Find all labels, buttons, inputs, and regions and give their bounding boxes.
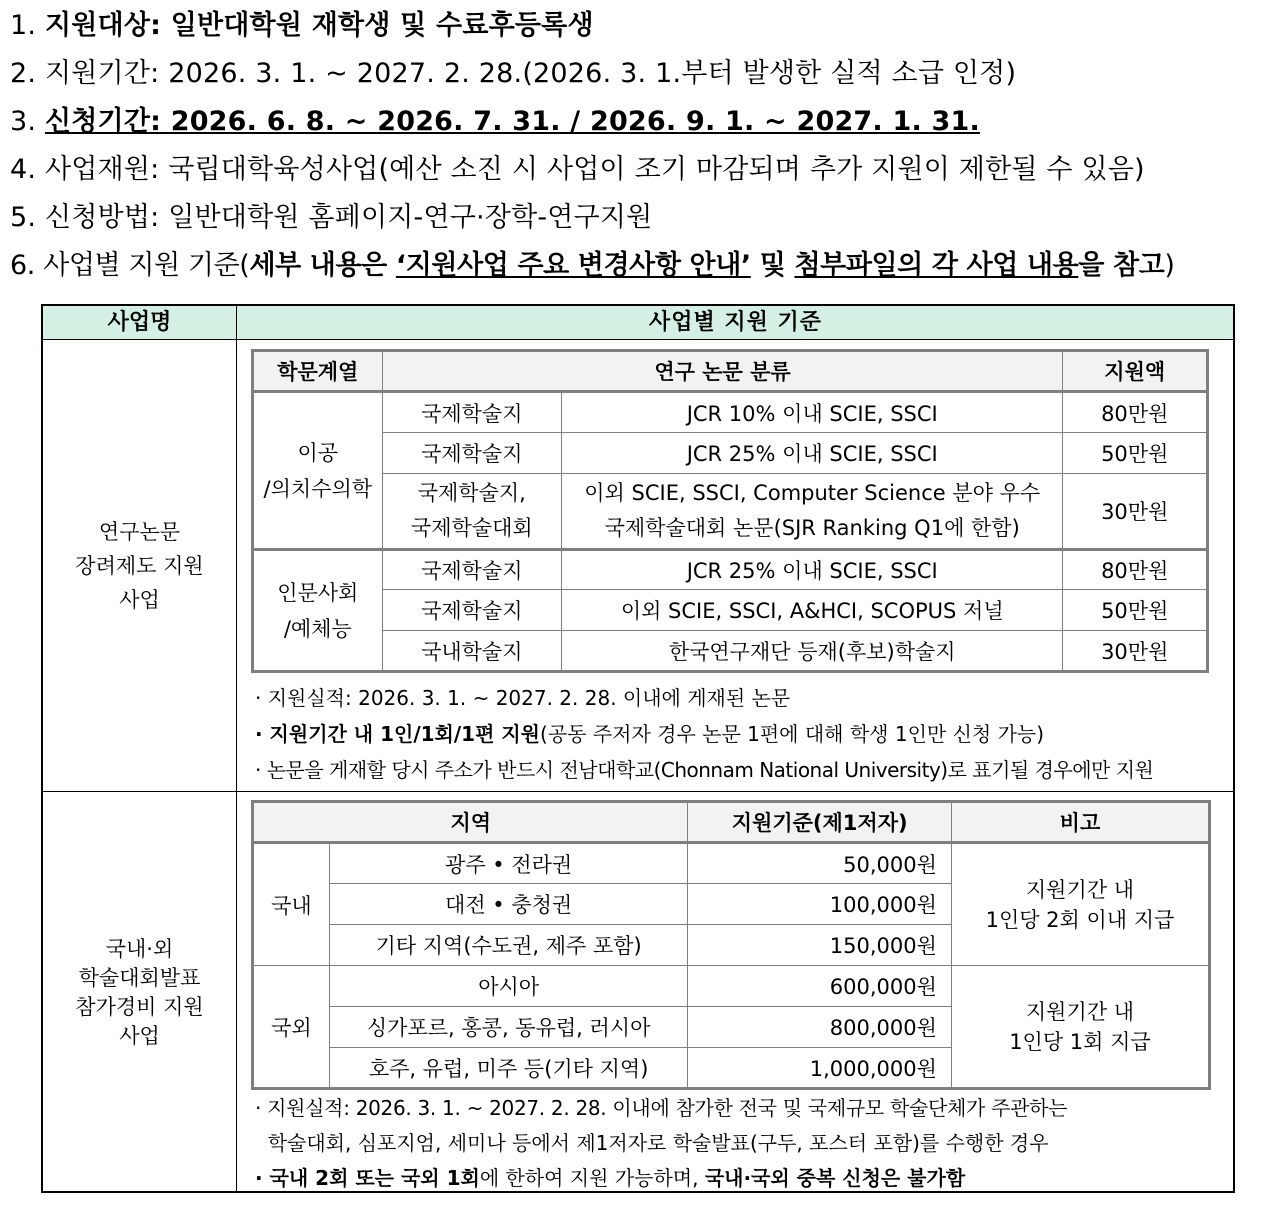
header-support-criteria: 사업별 지원 기준 xyxy=(648,309,823,335)
column-divider xyxy=(236,306,237,1191)
note-text: (공동 주저자 경우 논문 1편에 대해 학생 1인만 신청 가능) xyxy=(540,722,1045,746)
paper-support-table xyxy=(251,349,1209,673)
item-bold-text: 및 xyxy=(750,250,795,281)
item-number: 6. xyxy=(10,250,35,281)
table-cell: 이외 SCIE, SSCI, A&HCI, SCOPUS 저널 xyxy=(561,590,1062,631)
item-number: 4. xyxy=(10,154,37,185)
item-value: 2026. 6. 8. ~ 2026. 7. 31. / 2026. 9. 1. ~ 2027. 1. 31. xyxy=(161,106,980,137)
item-value: 일반대학원 홈페이지-연구·장학-연구지원 xyxy=(159,202,653,233)
item-value: 일반대학원 재학생 및 수료후등록생 xyxy=(161,10,594,41)
table-cell: 80만원 xyxy=(1063,392,1208,433)
table-cell: 이외 SCIE, SSCI, Computer Science 분야 우수 국제학술대회 논문(SJR Ranking Q1에 한함) xyxy=(561,474,1062,550)
item-5 xyxy=(10,200,652,236)
note-text: · 지원실적: 2026. 3. 1. ~ 2027. 2. 28. 이내에 참가한 전국 및 국제규모 학술단체가 주관하는 xyxy=(255,1096,1068,1120)
remark-domestic: 지원기간 내 1인당 2회 이내 지급 xyxy=(951,843,1209,966)
item-label: 신청기간: xyxy=(44,106,162,137)
table-row xyxy=(253,966,1210,1007)
table-cell: 50만원 xyxy=(1063,590,1208,631)
remark-overseas: 지원기간 내 1인당 1회 지급 xyxy=(951,966,1209,1089)
group-overseas: 국외 xyxy=(253,966,330,1089)
conf-note-1 xyxy=(255,1090,1067,1126)
table-cell: JCR 25% 이내 SCIE, SSCI xyxy=(561,550,1062,590)
table-cell: 국제학술지, 국제학술대회 xyxy=(382,474,561,550)
item-number: 1. xyxy=(10,10,37,41)
table-row xyxy=(253,392,1208,433)
item-2 xyxy=(10,56,1016,92)
row1-business-name: 연구논문 장려제도 지원 사업 xyxy=(75,519,204,612)
table-cell: 50만원 xyxy=(1063,433,1208,474)
table-cell: 기타 지역(수도권, 제주 포함) xyxy=(329,925,688,966)
group-science: 이공 /의치수의학 xyxy=(253,392,383,550)
table-cell: 800,000원 xyxy=(688,1007,951,1048)
item-label: 지원대상: xyxy=(44,10,162,41)
item-4 xyxy=(10,152,1145,188)
header-field: 학문계열 xyxy=(253,351,383,392)
conf-note-2 xyxy=(255,1125,1049,1161)
paper-note-2 xyxy=(255,716,1044,752)
table-cell: 600,000원 xyxy=(688,966,951,1007)
main-table xyxy=(41,304,1235,1193)
item-label: 신청방법: xyxy=(44,202,160,233)
item-underlined-text: ‘지원사업 주요 변경사항 안내’ xyxy=(395,250,751,281)
group-humanities: 인문사회 /예체능 xyxy=(253,550,383,672)
group-domestic: 국내 xyxy=(253,843,330,966)
row-divider xyxy=(43,791,1233,792)
item-label: 지원기간: xyxy=(44,58,160,89)
table-cell: 50,000원 xyxy=(688,843,951,884)
table-cell: 1,000,000원 xyxy=(688,1048,951,1089)
note-text: · 지원실적: 2026. 3. 1. ~ 2027. 2. 28. 이내에 게재된 논문 xyxy=(255,686,791,710)
table-row xyxy=(253,550,1208,590)
table-cell: 국제학술지 xyxy=(382,590,561,631)
note-bold: · 지원기간 내 1인/1회/1편 지원 xyxy=(255,722,541,746)
note-text: · 논문을 게재할 당시 주소가 반드시 전남대학교(Chonnam National University)로 표기될 경우에만 지원 xyxy=(255,758,1154,782)
conference-support-table xyxy=(251,800,1211,1090)
item-6 xyxy=(10,248,1174,284)
table-cell: 국제학술지 xyxy=(382,392,561,433)
table-cell: 국제학술지 xyxy=(382,550,561,590)
note-bold: 국내·국외 중복 신청은 불가함 xyxy=(704,1166,966,1190)
note-text: 에 한하여 지원 가능하며, xyxy=(479,1166,705,1190)
conf-note-3 xyxy=(255,1160,965,1196)
item-bold-text: 을 참고 xyxy=(1078,250,1165,281)
header-criteria: 지원기준(제1저자) xyxy=(688,802,951,843)
item-label: 사업별 지원 기준( xyxy=(43,250,250,281)
table-cell: 아시아 xyxy=(329,966,688,1007)
item-3 xyxy=(10,104,980,140)
item-label: 사업재원: xyxy=(44,154,160,185)
item-bold-text: 세부 내용은 xyxy=(249,250,396,281)
item-underlined-text: 첨부파일의 각 사업 내용 xyxy=(794,250,1079,281)
item-value: 2026. 3. 1. ~ 2027. 2. 28.(2026. 3. 1.부터 발생한 실적 소급 인정) xyxy=(159,58,1017,89)
table-row xyxy=(253,590,1208,631)
table-cell: JCR 10% 이내 SCIE, SSCI xyxy=(561,392,1062,433)
table-cell: 80만원 xyxy=(1063,550,1208,590)
table-cell: JCR 25% 이내 SCIE, SSCI xyxy=(561,433,1062,474)
item-number: 2. xyxy=(10,58,37,89)
note-text: 학술대회, 심포지엄, 세미나 등에서 제1저자로 학술발표(구두, 포스터 포함)를 수행한 경우 xyxy=(255,1131,1049,1155)
table-cell: 대전 • 충청권 xyxy=(329,884,688,925)
table-cell: 150,000원 xyxy=(688,925,951,966)
table-row xyxy=(253,474,1208,550)
item-1 xyxy=(10,8,594,44)
header-amount: 지원액 xyxy=(1063,351,1208,392)
paper-note-3 xyxy=(255,752,1153,788)
table-cell: 100,000원 xyxy=(688,884,951,925)
table-cell: 한국연구재단 등재(후보)학술지 xyxy=(561,631,1062,672)
header-business-name: 사업명 xyxy=(107,309,172,335)
header-remark: 비고 xyxy=(951,802,1209,843)
item-number: 3. xyxy=(10,106,37,137)
table-cell: 광주 • 전라권 xyxy=(329,843,688,884)
table-cell: 국내학술지 xyxy=(382,631,561,672)
note-bold: · 국내 2회 또는 국외 1회 xyxy=(255,1166,480,1190)
table-row xyxy=(253,843,1210,884)
header-region: 지역 xyxy=(253,802,688,843)
header-paper-class: 연구 논문 분류 xyxy=(382,351,1063,392)
table-cell: 국제학술지 xyxy=(382,433,561,474)
item-value: 국립대학육성사업(예산 소진 시 사업이 조기 마감되며 추가 지원이 제한될 수 있음) xyxy=(159,154,1145,185)
table-cell: 30만원 xyxy=(1063,474,1208,550)
table-cell: 호주, 유럽, 미주 등(기타 지역) xyxy=(329,1048,688,1089)
table-cell: 30만원 xyxy=(1063,631,1208,672)
table-row xyxy=(253,631,1208,672)
item-close: ) xyxy=(1164,250,1175,281)
item-number: 5. xyxy=(10,202,37,233)
paper-note-1 xyxy=(255,680,790,716)
table-cell: 싱가포르, 홍콩, 동유럽, 러시아 xyxy=(329,1007,688,1048)
row2-business-name: 국내·외 학술대회발표 참가경비 지원 사업 xyxy=(75,937,204,1048)
table-row xyxy=(253,433,1208,474)
